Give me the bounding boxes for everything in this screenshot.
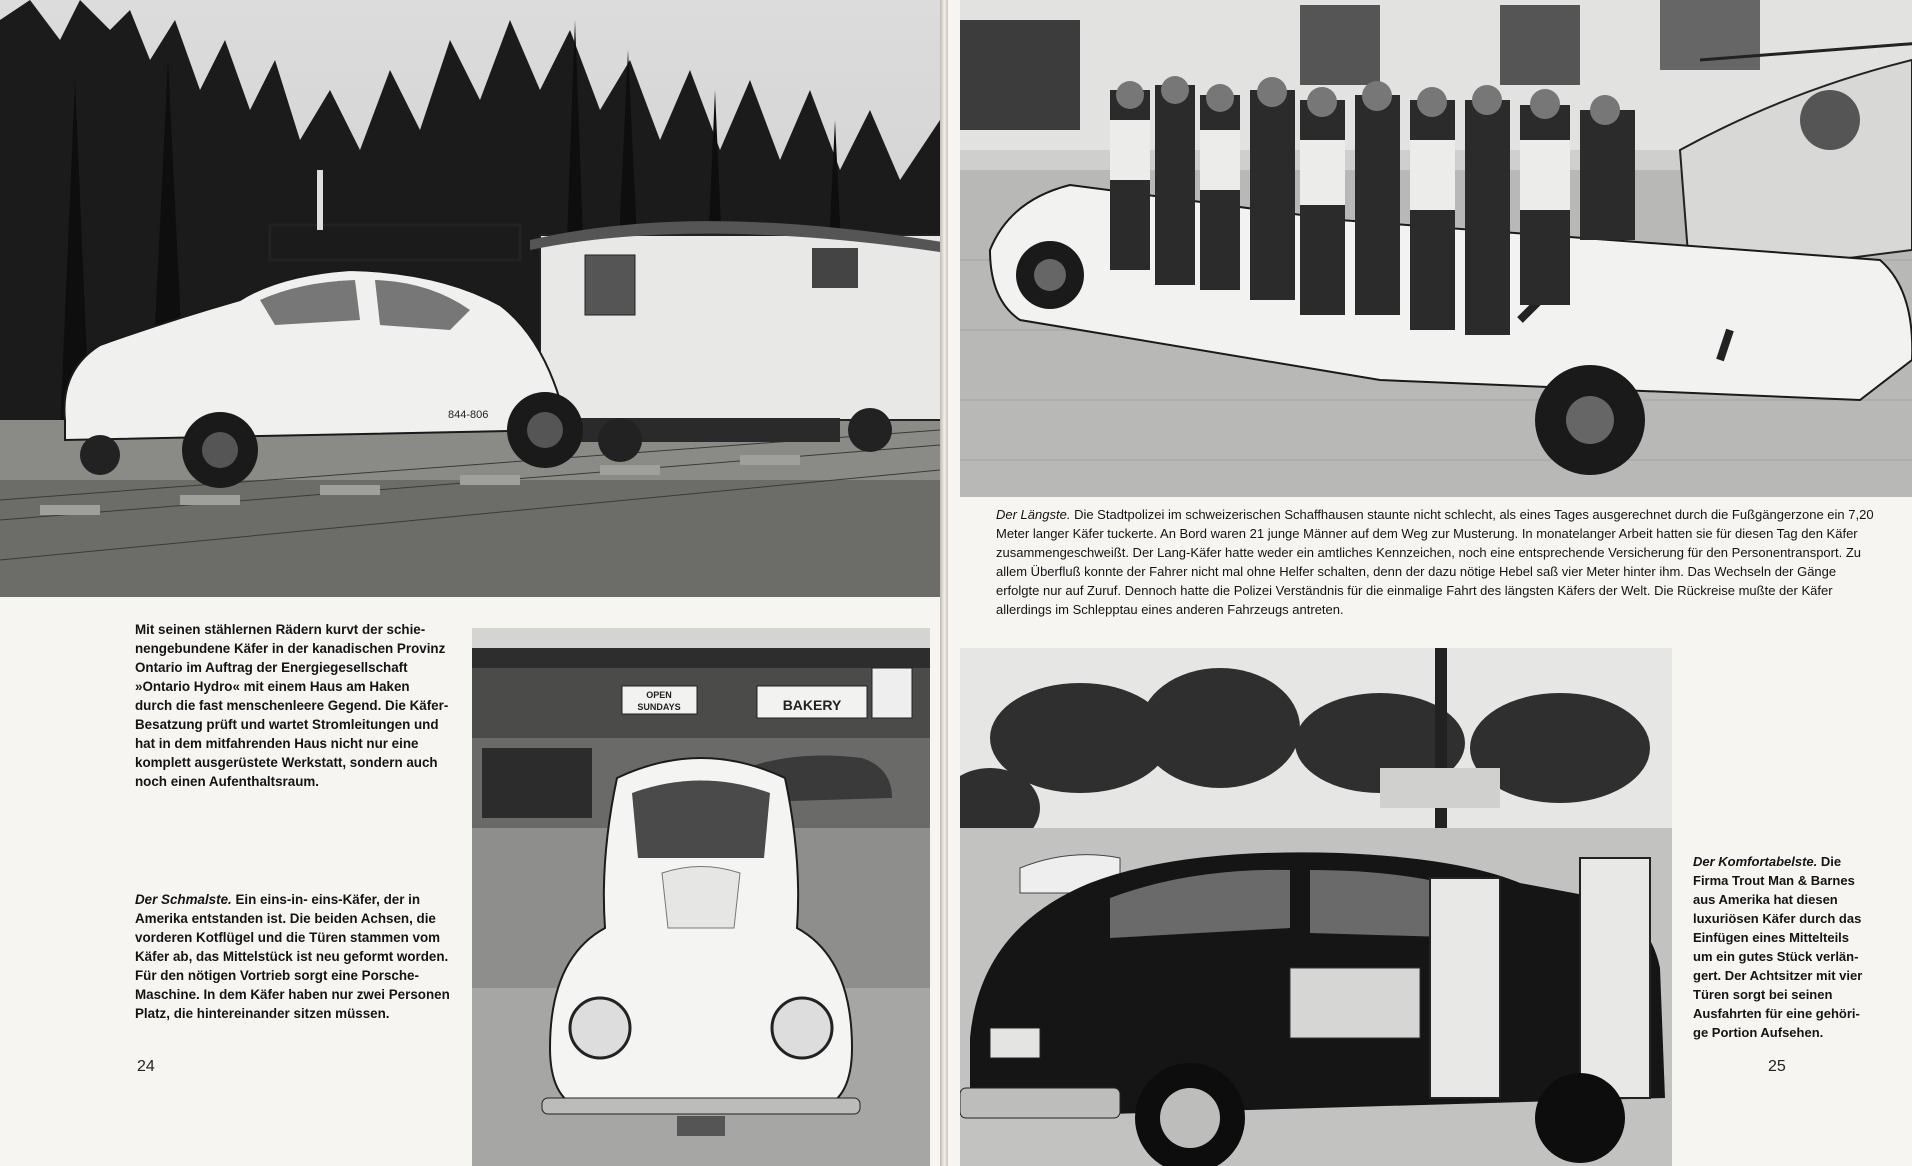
caption-longest-title: Der Längste. bbox=[996, 507, 1071, 522]
caption-narrowest-body: Ein eins-in- eins-Käfer, der in Amerika entstanden ist. Die beiden Achsen, die vorderen Kotflügel und die Türen stammen vom Käfer ab, das Mittelstück ist neu geformt worden. Für den nötigen Vortrieb sorgt eine Porsche-Maschine. In dem Käfer haben nur zwei Personen Platz, die hintereinander sitzen müssen. bbox=[135, 892, 450, 1021]
car-plate-number: 844-806 bbox=[448, 409, 489, 421]
caption-rail-text: Mit seinen stählernen Rädern kurvt der schienengebundene Käfer in der kanadischen Provinz Ontario im Auftrag der Energiegesellschaft »Ontario Hydro« mit einem Haus am Haken durch die fast menschenleere Gegend. Die Käfer-Besatzung prüft und wartet Stromleitungen und hat in dem mitfahrenden Haus nicht nur eine komplett ausgerüstete Werkstatt, sondern auch noch einen Aufenthaltsraum. bbox=[135, 622, 449, 789]
caption-narrowest-title: Der Schmalste. bbox=[135, 892, 232, 907]
photo-rail-beetle bbox=[0, 0, 940, 597]
left-page bbox=[0, 0, 940, 1166]
book-gutter bbox=[940, 0, 948, 1166]
photo-comfort-beetle bbox=[960, 648, 1672, 1166]
sign-bakery: BAKERY bbox=[782, 697, 842, 713]
page-number-right: 25 bbox=[1768, 1058, 1786, 1075]
sign-sundays: SUNDAYS bbox=[637, 702, 681, 712]
caption-comfortable-body: Die Firma Trout Man & Barnes aus Amerika hat diesen luxuriösen Käfer durch das Einfügen eines Mittelteils um ein gutes Stück verlängert. Der Achtsitzer mit vier Türen sorgt bei seinen Ausfahrten für eine gehörige Portion Aufsehen. bbox=[1693, 854, 1863, 1040]
caption-longest-body: Die Stadtpolizei im schweizerischen Schaffhausen staunte nicht schlecht, als eines Tages ausgerechnet durch die Fußgängerzone ein 7,20 Meter langer Käfer tuckerte. An Bord waren 21 junge Männer auf dem Weg zur Musterung. In monatelanger Arbeit hatten sie für diesen Tag den Käfer zusammengeschweißt. Der Lang-Käfer hatte weder ein amtliches Kennzeichen, noch eine entsprechende Versicherung für den Personentransport. Zu allem Überfluß konnte der Fahrer nicht mal ohne Helfer schalten, denn der dazu nötige Hebel saß vier Meter hinter ihm. Das Wechseln der Gänge erfolgte nur auf Zuruf. Dennoch hatte die Polizei Verständnis für die einmalige Fahrt des längsten Käfers der Welt. Die Rückreise mußte der Käfer allerdings im Schlepptau eines anderen Fahrzeugs antreten. bbox=[996, 507, 1874, 617]
caption-longest bbox=[996, 505, 1876, 619]
sign-open: OPEN bbox=[646, 690, 672, 700]
photo-narrow-beetle bbox=[472, 628, 930, 1166]
caption-rail-beetle bbox=[135, 620, 450, 791]
caption-comfortable-title: Der Komfortabelste. bbox=[1693, 854, 1818, 869]
right-page bbox=[948, 0, 1912, 1166]
photo-longest-beetle bbox=[960, 0, 1912, 497]
page-number-left: 24 bbox=[137, 1058, 155, 1075]
caption-narrowest bbox=[135, 890, 450, 1023]
caption-comfortable bbox=[1693, 852, 1863, 1042]
